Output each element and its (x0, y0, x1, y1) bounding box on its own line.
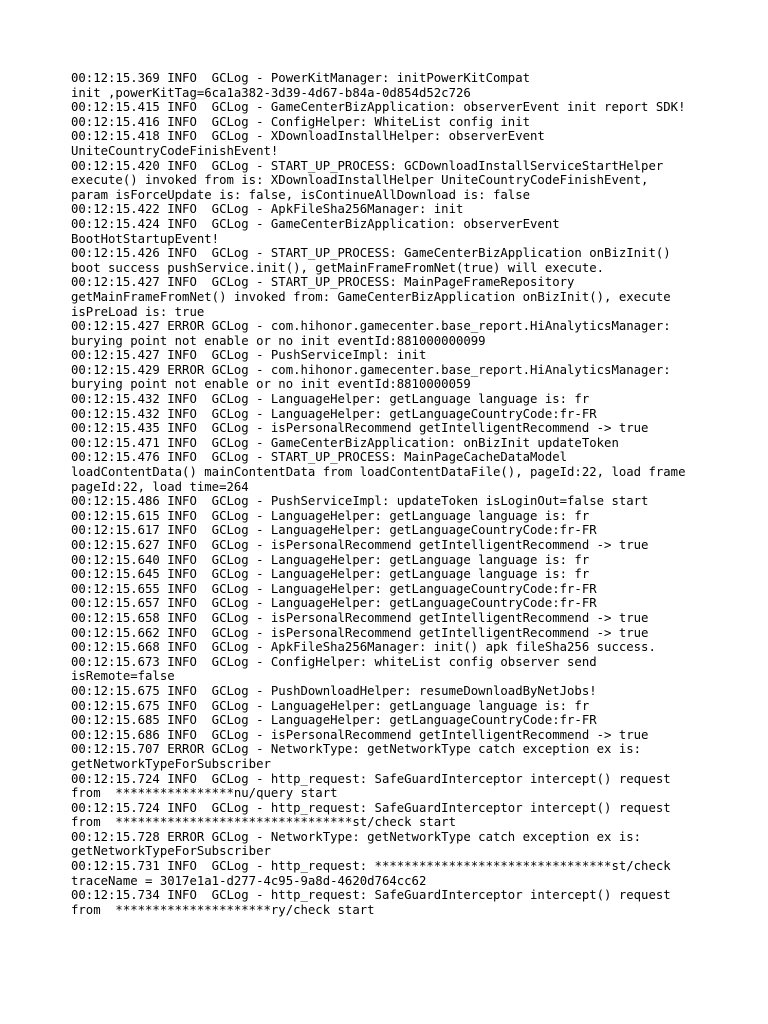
log-line: 00:12:15.627 INFO GCLog - isPersonalRecommend getIntelligentRecommend -> true (71, 538, 649, 552)
log-line: 00:12:15.686 INFO GCLog - isPersonalRecommend getIntelligentRecommend -> true (71, 727, 649, 742)
log-line: 00:12:15.675 INFO GCLog - LanguageHelper: getLanguage language is: fr (71, 698, 590, 713)
log-line: 00:12:15.734 INFO GCLog - http_request: SafeGuardInterceptor intercept() request (71, 888, 671, 903)
log-line: isRemote=false (71, 669, 175, 684)
log-line: 00:12:15.640 INFO GCLog - LanguageHelper: getLanguage language is: fr (71, 552, 590, 567)
log-line: 00:12:15.655 INFO GCLog - LanguageHelper: getLanguageCountryCode:fr-FR (71, 581, 597, 596)
log-line: boot success pushService.init(), getMainFrameFromNet(true) will execute. (71, 260, 605, 275)
log-line: loadContentData() mainContentData from loadContentDataFile(), pageId:22, load frame (71, 465, 686, 480)
log-line: 00:12:15.422 INFO GCLog - ApkFileSha256Manager: init (71, 202, 464, 217)
log-line: 00:12:15.420 INFO GCLog - START_UP_PROCESS: GCDownloadInstallServiceStartHelper (71, 158, 664, 173)
log-line: 00:12:15.658 INFO GCLog - isPersonalRecommend getIntelligentRecommend -> true (71, 610, 649, 625)
log-line: 00:12:15.432 INFO GCLog - LanguageHelper: getLanguage language is: fr (71, 392, 590, 407)
log-line: 00:12:15.617 INFO GCLog - LanguageHelper: getLanguageCountryCode:fr-FR (71, 523, 597, 538)
log-line: 00:12:15.429 ERROR GCLog - com.hihonor.gamecenter.base_report.HiAnalyticsManager: (71, 362, 671, 377)
log-line: 00:12:15.685 INFO GCLog - LanguageHelper: getLanguageCountryCode:fr-FR (71, 713, 597, 728)
log-line: from *********************ry/check start (71, 902, 375, 917)
log-document (71, 71, 731, 917)
log-line: 00:12:15.724 INFO GCLog - http_request: SafeGuardInterceptor intercept() request (71, 771, 671, 786)
log-line: pageId:22, load time=264 (71, 479, 249, 494)
log-line: 00:12:15.724 INFO GCLog - http_request: SafeGuardInterceptor intercept() request (71, 800, 671, 815)
log-line: 00:12:15.645 INFO GCLog - LanguageHelper: getLanguage language is: fr (71, 567, 590, 582)
log-line: 00:12:15.673 INFO GCLog - ConfigHelper: whiteList config observer send (71, 654, 597, 669)
log-line: 00:12:15.424 INFO GCLog - GameCenterBizApplication: observerEvent (71, 216, 560, 231)
log-line: 00:12:15.657 INFO GCLog - LanguageHelper: getLanguageCountryCode:fr-FR (71, 596, 597, 611)
log-line: 00:12:15.668 INFO GCLog - ApkFileSha256Manager: init() apk fileSha256 success. (71, 640, 656, 655)
log-line: 00:12:15.416 INFO GCLog - ConfigHelper: WhiteList config init (71, 114, 531, 129)
log-line: 00:12:15.707 ERROR GCLog - NetworkType: getNetworkType catch exception ex is: (71, 742, 642, 757)
log-line: 00:12:15.427 INFO GCLog - START_UP_PROCESS: MainPageFrameRepository (71, 275, 575, 290)
log-line: 00:12:15.369 INFO GCLog - PowerKitManager: initPowerKitCompat (71, 71, 531, 85)
log-line: 00:12:15.728 ERROR GCLog - NetworkType: getNetworkType catch exception ex is: (71, 829, 642, 844)
log-line: 00:12:15.731 INFO GCLog - http_request: ********************************st/check (71, 859, 671, 874)
log-line: 00:12:15.427 ERROR GCLog - com.hihonor.gamecenter.base_report.HiAnalyticsManager: (71, 319, 671, 334)
log-line: 00:12:15.426 INFO GCLog - START_UP_PROCESS: GameCenterBizApplication onBizInit() (71, 246, 671, 261)
log-line: 00:12:15.427 INFO GCLog - PushServiceImpl: init (71, 348, 427, 363)
log-line: 00:12:15.675 INFO GCLog - PushDownloadHelper: resumeDownloadByNetJobs! (71, 683, 597, 698)
log-line: 00:12:15.662 INFO GCLog - isPersonalRecommend getIntelligentRecommend -> true (71, 625, 649, 640)
log-line: 00:12:15.432 INFO GCLog - LanguageHelper: getLanguageCountryCode:fr-FR (71, 406, 597, 421)
log-line: traceName = 3017e1a1-d277-4c95-9a8d-4620d764cc62 (71, 873, 427, 888)
log-line: param isForceUpdate is: false, isContinueAllDownload is: false (71, 187, 531, 202)
log-line: isPreLoad is: true (71, 304, 205, 319)
log-line: from ****************nu/query start (71, 786, 338, 801)
log-line: UniteCountryCodeFinishEvent! (71, 143, 279, 158)
log-line: getMainFrameFromNet() invoked from: GameCenterBizApplication onBizInit(), execute (71, 289, 671, 304)
log-line: init ,powerKitTag=6ca1a382-3d39-4d67-b84a-0d854d52c726 (71, 85, 471, 100)
log-line: BootHotStartupEvent! (71, 231, 220, 246)
log-line: burying point not enable or no init eventId:8810000059 (71, 377, 471, 392)
log-line: 00:12:15.418 INFO GCLog - XDownloadInstallHelper: observerEvent (71, 129, 545, 144)
log-line: from ********************************st/check start (71, 815, 456, 830)
log-line: 00:12:15.486 INFO GCLog - PushServiceImpl: updateToken isLoginOut=false start (71, 494, 649, 509)
log-line: 00:12:15.471 INFO GCLog - GameCenterBizApplication: onBizInit updateToken (71, 435, 619, 450)
log-line: 00:12:15.615 INFO GCLog - LanguageHelper: getLanguage language is: fr (71, 508, 590, 523)
log-line: getNetworkTypeForSubscriber (71, 756, 271, 771)
log-line: 00:12:15.476 INFO GCLog - START_UP_PROCESS: MainPageCacheDataModel (71, 450, 568, 465)
log-line: 00:12:15.415 INFO GCLog - GameCenterBizApplication: observerEvent init report SDK! (71, 100, 686, 115)
log-line: burying point not enable or no init eventId:881000000099 (71, 333, 486, 348)
log-line: execute() invoked from is: XDownloadInstallHelper UniteCountryCodeFinishEvent, (71, 173, 649, 188)
log-line: 00:12:15.435 INFO GCLog - isPersonalRecommend getIntelligentRecommend -> true (71, 421, 649, 436)
log-line: getNetworkTypeForSubscriber (71, 844, 271, 859)
